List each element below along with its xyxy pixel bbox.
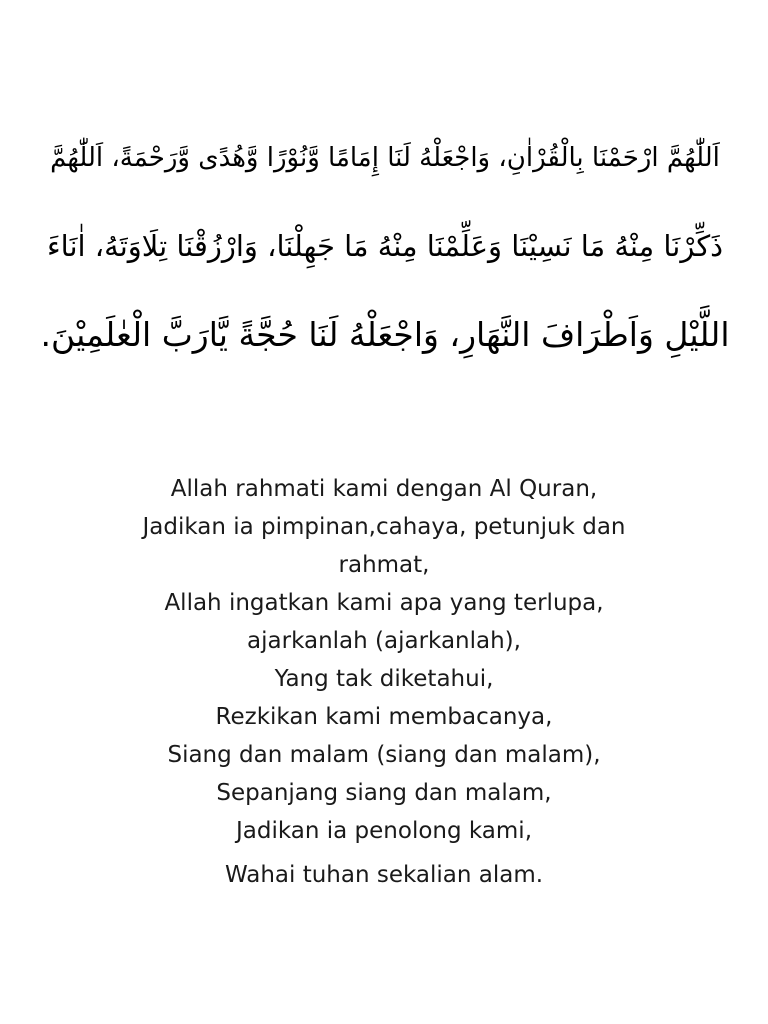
translation-line-11: Wahai tuhan sekalian alam. [224,862,544,888]
arabic-line-1: اَللّٰهُمَّ ارْحَمْنَا بِالْقُرْاٰنِ، وَاجْعَلْهُ لَنَا إِمَامًا وَّنُوْرًا وَّهُدًى وَّرَحْمَةً، اَللّٰهُمَّ [50,143,720,173]
translation-line-6: Yang tak diketahui, [274,666,494,692]
translation-line-8: Siang dan malam (siang dan malam), [167,742,601,768]
translation-text [80,470,688,894]
arabic-prayer-text [40,118,730,378]
translation-line-10: Jadikan ia penolong kami, [235,818,533,844]
translation-line-9: Sepanjang siang dan malam, [216,780,552,806]
translation-line-2: Jadikan ia pimpinan,cahaya, petunjuk dan [142,514,626,540]
translation-line-7: Rezkikan kami membacanya, [215,704,553,730]
translation-line-1: Allah rahmati kami dengan Al Quran, [170,476,598,502]
translation-line-4: Allah ingatkan kami apa yang terlupa, [164,590,604,616]
translation-line-3: rahmat, [338,552,430,578]
arabic-line-2: ذَكِّرْنَا مِنْهُ مَا نَسِيْنَا وَعَلِّمْنَا مِنْهُ مَا جَهِلْنَا، وَارْزُقْنَا تِلَاوَتَهُ، اٰنَاءَ [46,229,724,263]
translation-line-5: ajarkanlah (ajarkanlah), [247,628,521,654]
arabic-line-3: اللَّيْلِ وَاَطْرَافَ النَّهَارِ، وَاجْعَلْهُ لَنَا حُجَّةً يَّارَبَّ الْعٰلَمِيْنَ. [40,314,730,354]
